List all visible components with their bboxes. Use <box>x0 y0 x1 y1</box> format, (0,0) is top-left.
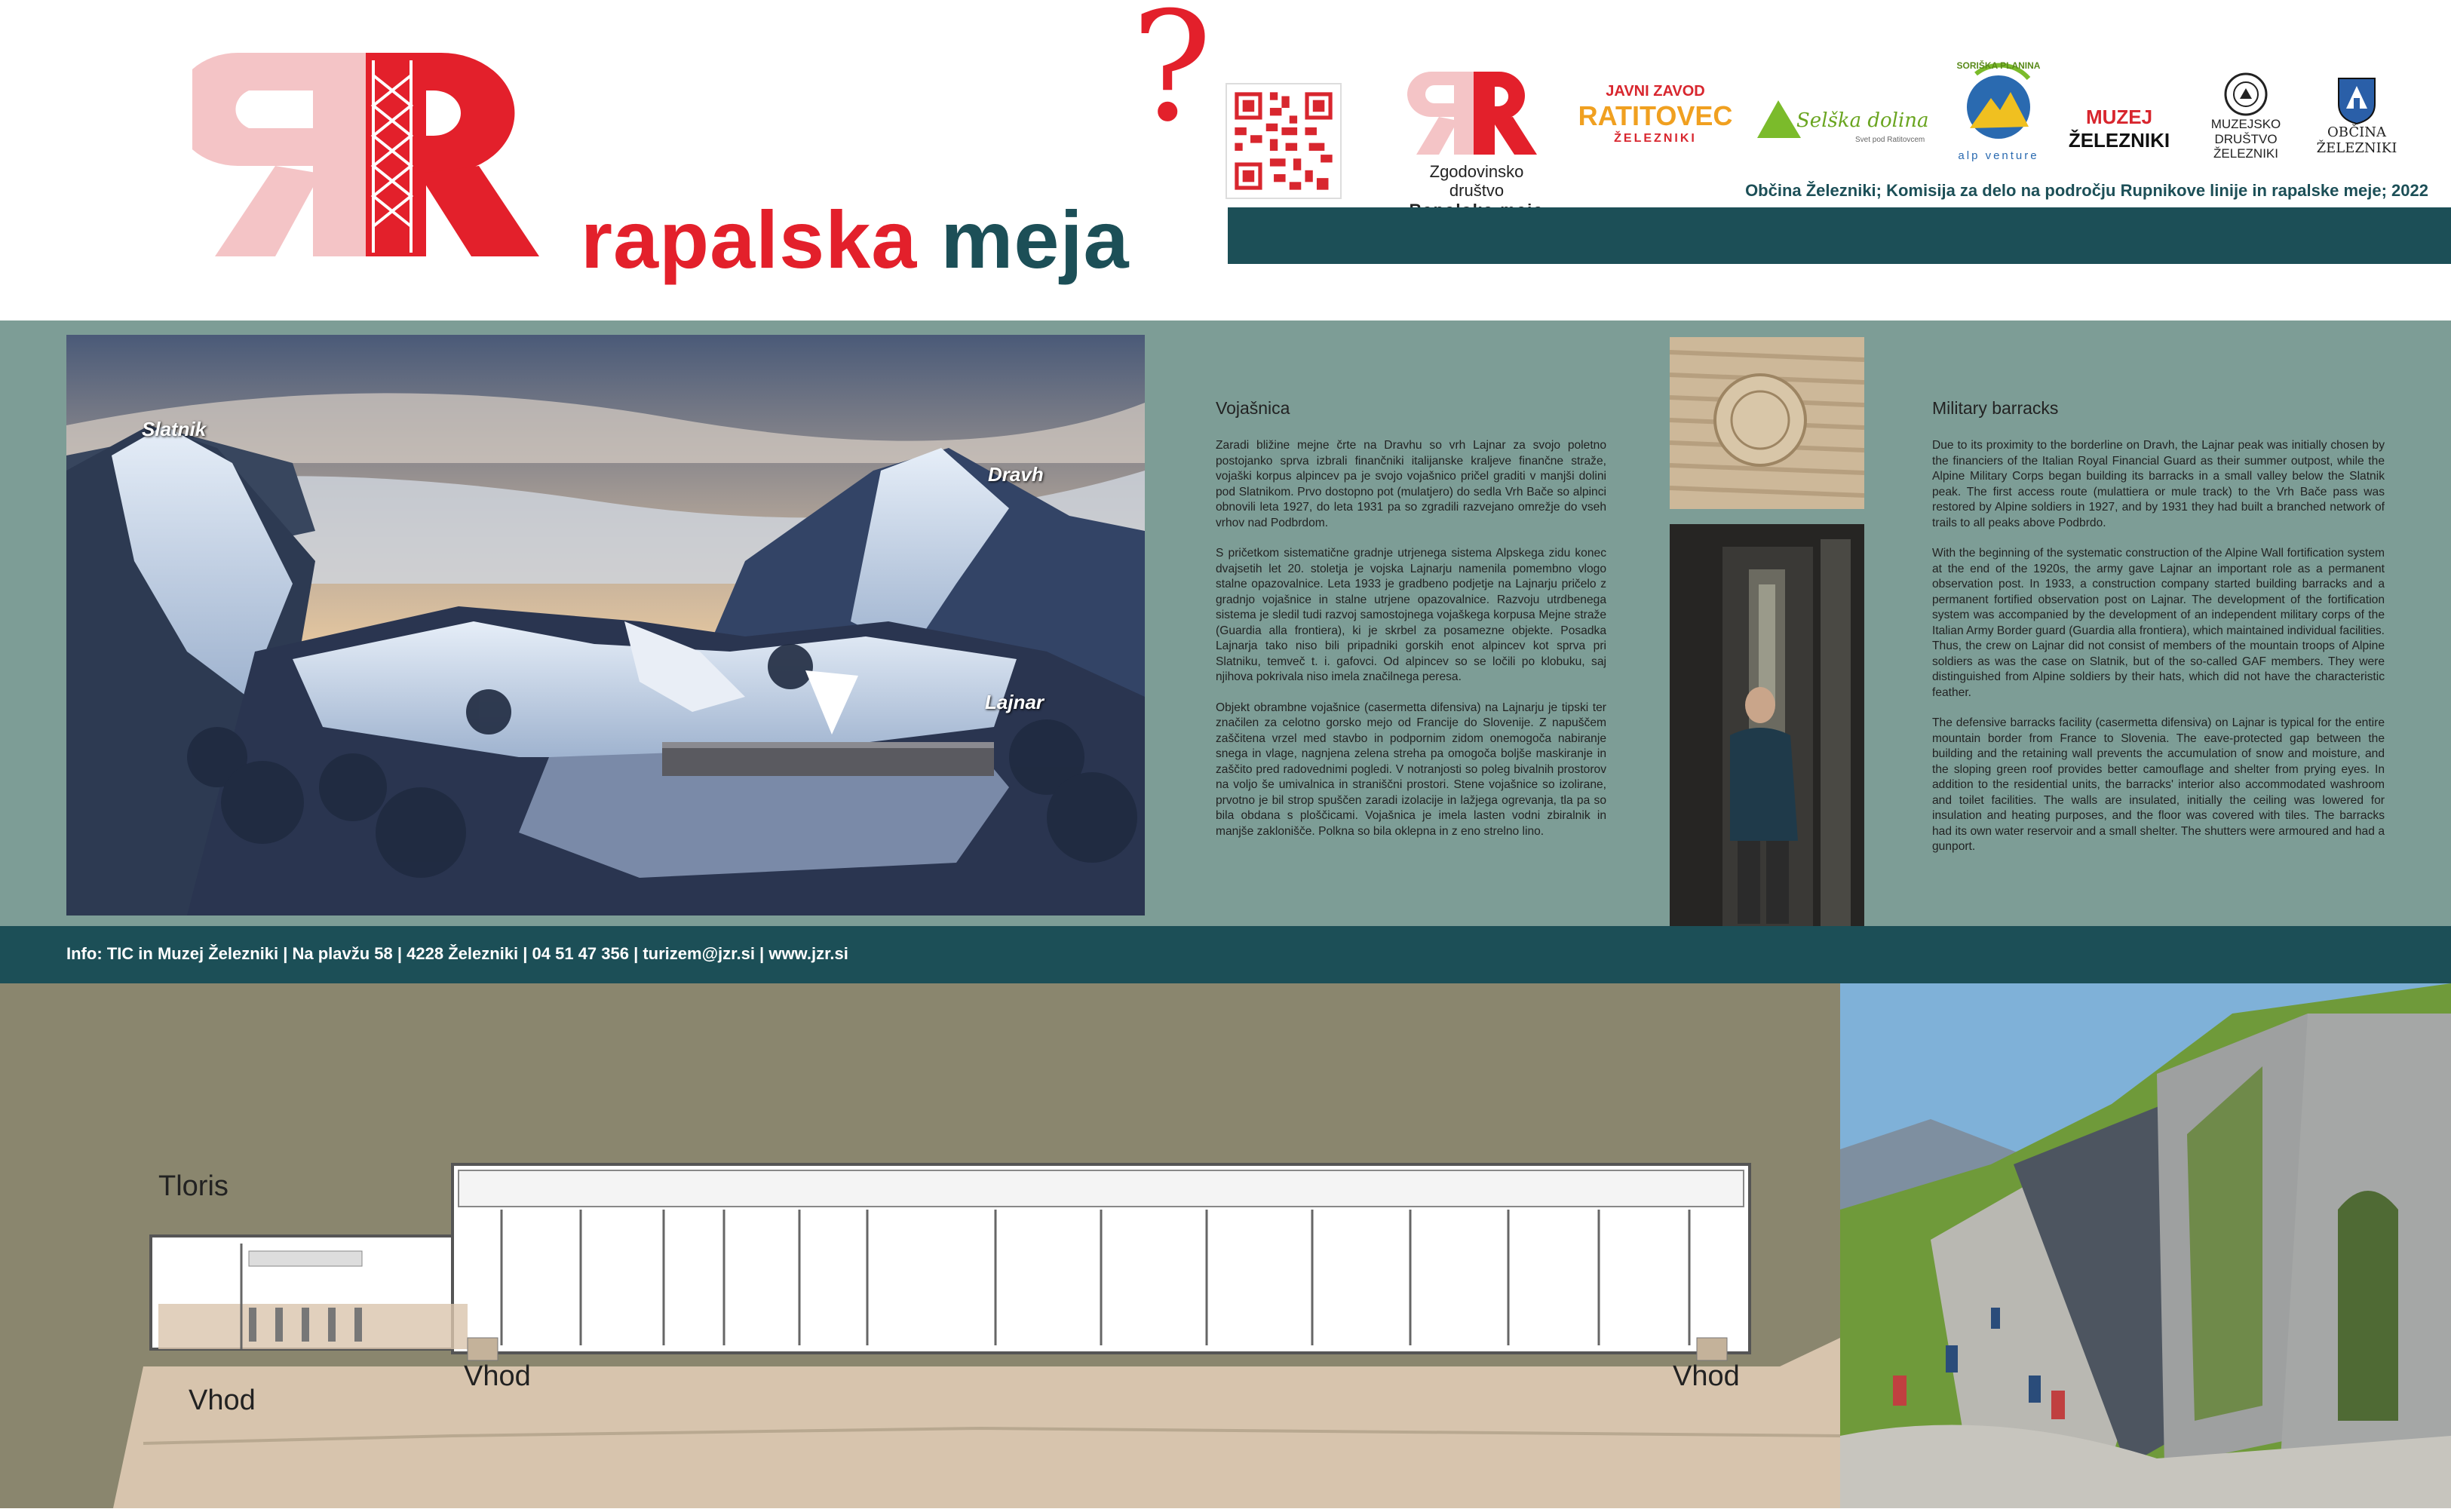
contact-info: Info: TIC in Muzej Železniki | Na plavžu 58 | 4228 Železniki | 04 51 47 356 | turizem@jzr.si | www.jzr.si <box>66 944 848 963</box>
qr-code[interactable] <box>1226 83 1342 199</box>
floor-plan-area <box>0 983 1840 1508</box>
floor-plan-title: Tloris <box>158 1170 229 1202</box>
tunnel-photo <box>1670 524 1864 940</box>
entrance-label-right: Vhod <box>1673 1360 1740 1392</box>
rapalska-meja-logo <box>192 30 539 271</box>
mountain-icon <box>1757 94 1802 140</box>
english-paragraph-1: Due to its proximity to the borderline on Dravh, the Lajnar peak was initially chosen by the financiers of the Italian Royal Financial Guard as their summer outpost, while the Alpine Military Corps began building its barracks in a small valley below the Slatnik peak. The first access route (mulattiera or mule track) to the Vrh Bače pass was restored by Alpine soldiers in 1927, and by 1931 they had built a branched network of trails to all peaks above Podbrdo. <box>1932 439 2385 529</box>
logo-muzej-zelezniki: MUZEJ ŽELEZNIKI <box>2068 106 2170 152</box>
slovene-title: Vojašnica <box>1216 398 1290 418</box>
logo-muzejsko-drustvo: MUZEJSKO DRUŠTVO ŽELEZNIKI <box>2201 72 2291 161</box>
header: rapalska meja ? Zgodovinsko društvo JAVNI ZAVOD RATITOVEC ŽELEZNIKI Selška dolina Svet pod Ratitovcem SORIŠKA PLANINA alp venture MUZEJ ŽELEZNIKI MUZEJSKO DRUŠTVO ŽELEZNIKI OBČINA ŽELEZNIKI Občina Železniki; Komisija za delo na področju Rupnikove linije in rapalske meje; 2022 <box>0 0 2451 320</box>
title-word-rapalska: rapalska <box>581 194 918 285</box>
slovene-paragraph-3: Objekt obrambne vojašnice (casermetta difensiva) na Lajnarju je tipski ter značilen za celotno gorsko mejo od Francije do Slovenije. Z napuščem zaščitena vrzel med stavbo in podpornim zidom onemogoča nabiranje snega in vlage, nagnjena zelena streha pa omogoča boljše maskiranje in zaščito pred radovednimi pogledi. V notranjosti so poleg bivalnih prostorov na voljo še umivalnica in straniščni prostori. Stene vojašnice so izolirane, prvotno je bil strop spuščen zaradi izolacije in lažjega ogrevanja, tla pa so bila obdana s ploščicami. Vojašnica je imela lasten vodni zbiralnik in manjše zaklonišče. Polkna so bila oklepna in z eno strelno lino. <box>1216 701 1606 838</box>
society-seal-icon <box>2223 72 2268 117</box>
soriska-badge-icon <box>1953 60 2044 151</box>
slovene-paragraph-2: S pričetkom sistematične gradnje utrjenega sistema Alpskega zidu konec dvajsetih let 20. stoletja je vojska Lajnarju namenila pomembno vlogo stalne opazovalnice. Leta 1933 je gradbeno podjetje na Lajnarju pričelo z gradnjo vojašnice in stalne utrjene opazovalnice. Razvoju utrdbenega sistema je sledil tudi razvoj samostojnega vojaškega korpusa Mejne straže (Guardia alla frontiera), ki je skrbel za posamezne objekte. Posadka Lajnarja tako niso bili pripadniki gorskih enot alpincev kot sprva pri Slatniku, temveč t. i. gafovci. Od alpincev so se ločili po klobuku, saj njihova pokrivala niso imela značilnega peresa. <box>1216 547 1606 683</box>
label-lajnar: Lajnar <box>985 691 1045 713</box>
logo-soriska-planina: SORIŠKA PLANINA alp venture <box>1953 60 2044 173</box>
hikers-barracks-photo <box>1840 983 2451 1508</box>
english-text-column <box>1932 398 2385 870</box>
question-mark-icon: ? <box>1131 0 1213 155</box>
label-slatnik: Slatnik <box>142 418 207 440</box>
label-dravh: Dravh <box>988 463 1044 486</box>
title-word-meja: meja <box>940 194 1130 285</box>
credit-line: Občina Železniki; Komisija za delo na področju Rupnikove linije in rapalske meje; 2022 <box>1745 181 2428 200</box>
entrance-label-middle: Vhod <box>464 1360 531 1392</box>
english-paragraph-3: The defensive barracks facility (casermetta difensiva) on Lajnar is typical for the entire mountain border from France to Slovenia. The eave-protected gap between the building and the retaining wall prevents the accumulation of snow and moisture, and the sloping green roof provides better camouflage and shelter from prying eyes. In addition to the residential units, the barracks' interior also accommodated washroom and toilet facilities. The walls are insulated, initially the ceiling was lowered for insulation and heating purposes, and the floor was covered with tiles. The barracks had its own water reservoir and a small shelter. The shutters were armoured and had a gunport. <box>1932 716 2385 853</box>
page-title <box>581 192 1130 287</box>
logo-obcina-zelezniki: OBČINA ŽELEZNIKI <box>2308 75 2406 156</box>
aerial-photo <box>66 335 1145 915</box>
slovene-text-column <box>1216 398 1606 854</box>
english-paragraph-2: With the beginning of the systematic construction of the Alpine Wall fortification system at the end of the 1920s, the army gave Lajnar an important role as a permanent observation post. In 1933, a construction company started building barracks and a permanent fortified observation post on Lajnar. The development of the fortification system was accompanied by the development of an independent military corps of the Italian Army Border guard (Guardia alla frontiera), which maintained individual facilities. Thus, the crew on Lajnar did not consist of members of the mountain troops of Alpine soldiers as was the case on Slatnik, but of the so-called GAF members. They were distinguished from Alpine soldiers by their hats, which did not have the characteristic feather. <box>1932 547 2385 699</box>
coat-of-arms-icon <box>2336 75 2378 125</box>
entrance-label-left: Vhod <box>189 1385 256 1416</box>
teal-header-bar <box>1228 207 2451 264</box>
english-title: Military barracks <box>1932 398 2059 418</box>
stone-relief-photo <box>1670 337 1864 509</box>
slovene-paragraph-1: Zaradi bližine mejne črte na Dravhu so vrh Lajnar za svojo poletno postojanko sprva izbrali finančniki italijanske kraljeve finančne straže, vojaški korpus alpincev pa je svojo vojašnico pričel graditi v manjši dolini pod Slatnikom. Prvo dostopno pot (mulatjero) do sedla Vrh Bače so alpinci obnovili leta 1927, do leta 1931 pa so zgradili razvejano omrežje do vseh vrhov nad Podbrdom. <box>1216 439 1606 529</box>
logo-ratitovec: JAVNI ZAVOD RATITOVEC ŽELEZNIKI <box>1578 83 1733 145</box>
logo-zgodovinsko-drustvo: Zgodovinsko društvo <box>1401 64 1552 219</box>
